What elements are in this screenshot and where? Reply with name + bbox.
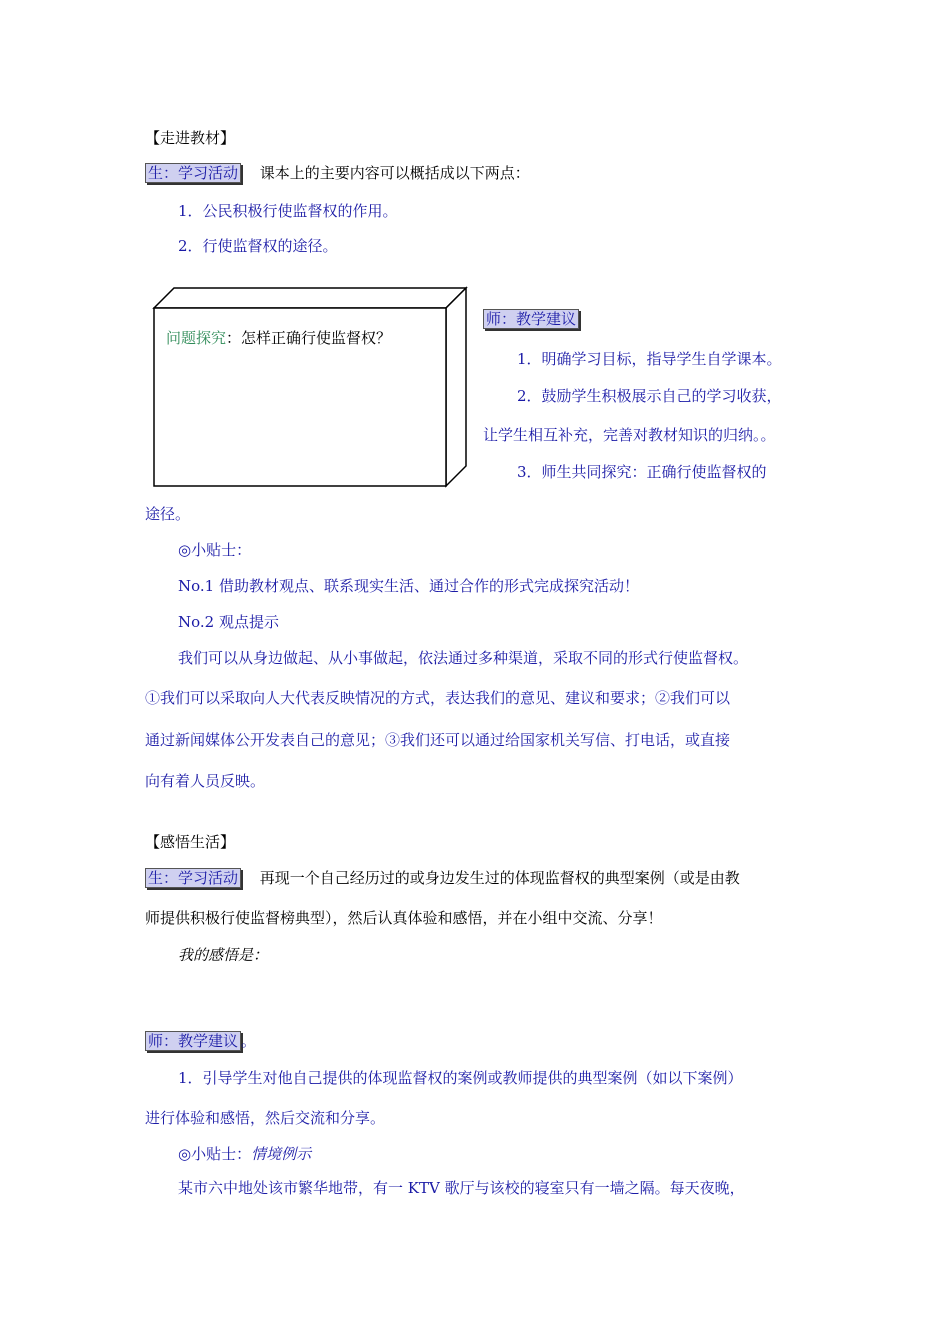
viewpoint-line-1: 我们可以从身边做起、从小事做起，依法通过多种渠道，采取不同的形式行使监督权。 [178, 649, 749, 667]
section-heading-textbook: 【走进教材】 [145, 129, 236, 147]
tips-title-2 [178, 1144, 311, 1164]
tips-subtitle: 情境例示 [251, 1145, 312, 1163]
teacher-item-2b: 让学生相互补充，完善对教材知识的归纳。。 [483, 426, 776, 444]
inquiry-box-frame [150, 284, 470, 490]
teacher-suggestion-dot: 。 [241, 1032, 257, 1050]
teacher-item-1: 1．明确学习目标，指导学生自学课本。 [517, 350, 782, 368]
student-activity-line-1: 再现一个自己经历过的或身边发生过的体现监督权的典型案例（或是由教 [259, 869, 740, 887]
my-feeling-label: 我的感悟是： [178, 946, 269, 964]
inquiry-box [150, 284, 470, 490]
student-activity-tag-2: 生：学习活动 [145, 868, 241, 888]
student-activity-row-2 [145, 868, 740, 888]
teacher-item-3b: 途径。 [145, 505, 191, 523]
case-line: 某市六中地处该市繁华地带，有一 KTV 歌厅与该校的寝室只有一墙之隔。每天夜晚， [178, 1179, 745, 1197]
section-heading-life: 【感悟生活】 [145, 833, 236, 851]
inquiry-question-text: ：怎样正确行使监督权？ [226, 329, 392, 347]
teacher-suggestion-row-2 [145, 1031, 256, 1051]
viewpoint-line-4: 向有着人员反映。 [145, 772, 266, 790]
student-activity-tag: 生：学习活动 [145, 163, 241, 183]
teacher2-item-1a: 1．引导学生对他自己提供的体现监督权的案例或教师提供的典型案例（如以下案例） [178, 1069, 743, 1087]
student-activity-intro: 课本上的主要内容可以概括成以下两点： [259, 164, 530, 182]
teacher-suggestion-tag: 师：教学建议 [483, 309, 579, 329]
tips-no2: No.2 观点提示 [178, 613, 279, 631]
student-activity-line-2: 师提供积极行使监督榜典型），然后认真体验和感悟，并在小组中交流、分享！ [145, 909, 663, 927]
viewpoint-line-2: ①我们可以采取向人大代表反映情况的方式，表达我们的意见、建议和要求；②我们可以 [145, 689, 731, 707]
content-point-2: 2．行使监督权的途径。 [178, 237, 338, 255]
inquiry-question [166, 328, 391, 348]
teacher-suggestion-tag-2: 师：教学建议 [145, 1031, 241, 1051]
teacher-item-3a: 3．师生共同探究：正确行使监督权的 [517, 463, 767, 481]
inquiry-label: 问题探究 [166, 329, 227, 347]
viewpoint-line-3: 通过新闻媒体公开发表自己的意见；③我们还可以通过给国家机关写信、打电话，或直接 [145, 731, 731, 749]
content-point-1: 1．公民积极行使监督权的作用。 [178, 202, 398, 220]
tips-title: ◎小贴士： [178, 541, 252, 559]
student-activity-row [145, 163, 530, 183]
teacher2-item-1b: 进行体验和感悟，然后交流和分享。 [145, 1109, 386, 1127]
tips-no1: No.1 借助教材观点、联系现实生活、通过合作的形式完成探究活动！ [178, 577, 639, 595]
teacher-item-2a: 2．鼓励学生积极展示自己的学习收获， [517, 387, 782, 405]
teacher-suggestion-row-1 [483, 309, 579, 329]
tips-title-2-label: ◎小贴士： [178, 1145, 252, 1163]
